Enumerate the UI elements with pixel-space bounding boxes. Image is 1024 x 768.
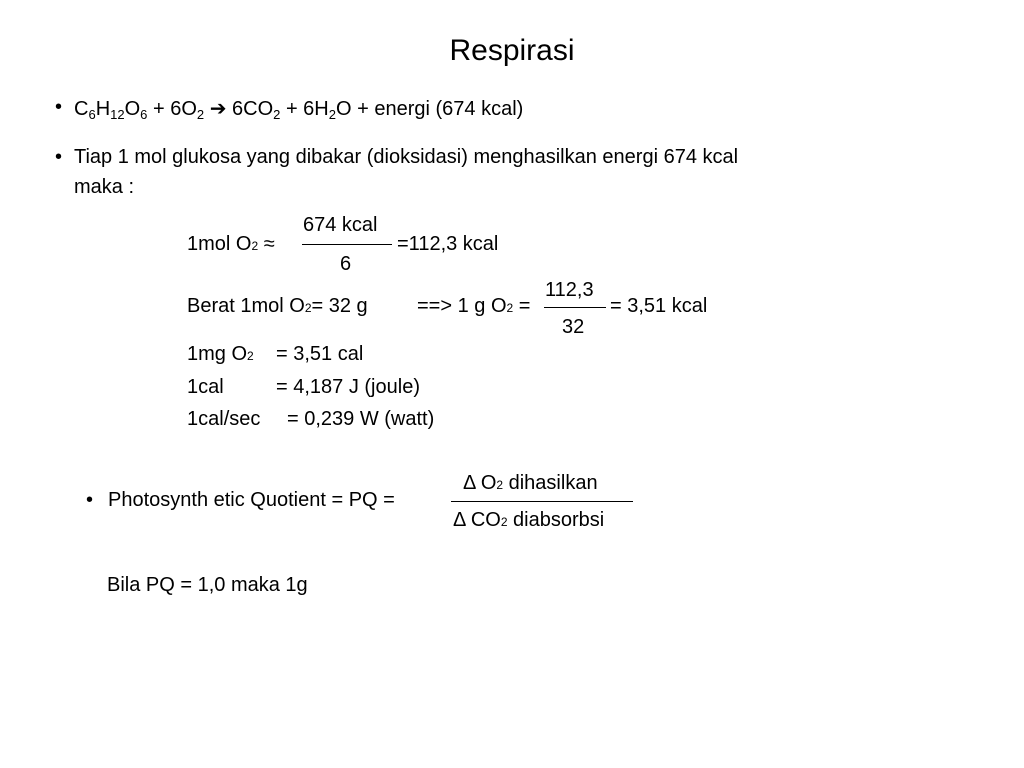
eq-co2-sub: 2 <box>273 107 281 122</box>
eq-co2: 6CO <box>232 98 274 120</box>
formula2-denominator: 32 <box>562 316 585 338</box>
pq-numer-delta: Δ O <box>463 472 497 494</box>
formula1-numerator: 674 kcal <box>303 214 378 236</box>
eq-plus-o2: + 6O <box>152 98 197 120</box>
formula2-fraction-bar <box>544 307 606 308</box>
formula1-denominator: 6 <box>340 253 352 275</box>
formula3-right: = 3,51 cal <box>276 343 364 365</box>
pq-denom-sub: 2 <box>500 515 508 529</box>
formula2-weight: Berat 1mol O <box>187 295 305 317</box>
formula3-mg: 1mg O <box>187 343 248 365</box>
eq-c: C <box>74 98 89 120</box>
formula1-mol: 1mol O <box>187 233 252 255</box>
eq-h2o-sub: 2 <box>328 107 336 122</box>
formula2-left <box>187 295 368 318</box>
pq-denom-tail: diabsorbsi <box>507 509 605 531</box>
formula2-result: = 3,51 kcal <box>610 295 708 317</box>
pq-fraction-bar <box>451 501 633 502</box>
formula3-sub: 2 <box>247 349 254 363</box>
bullet-text-line1: Tiap 1 mol glukosa yang dibakar (dioksidasi) menghasilkan energi 674 kcal <box>74 146 739 168</box>
formula3-left <box>187 343 254 366</box>
formula2-sub2: 2 <box>506 301 514 315</box>
eq-h: H <box>95 98 111 120</box>
formula2-numerator: 112,3 <box>545 279 594 301</box>
formula1-sub: 2 <box>251 239 259 253</box>
pq-numer-sub: 2 <box>496 478 504 492</box>
eq-plus-h2: + 6H <box>285 98 329 120</box>
pq-denominator <box>453 509 604 532</box>
formula4-right: = 4,187 J (joule) <box>276 376 420 398</box>
formula5-left: 1cal/sec <box>187 408 261 430</box>
eq-tail: O + energi (674 kcal) <box>335 98 524 120</box>
eq-o: O <box>124 98 141 120</box>
slide-title: Respirasi <box>449 34 575 67</box>
eq-h-sub: 12 <box>110 107 125 122</box>
pq-numerator <box>463 472 598 495</box>
formula2-implication <box>417 295 530 318</box>
formula5-right: = 0,239 W (watt) <box>287 408 435 430</box>
formula1-approx: ≈ <box>263 233 275 255</box>
bullet-marker: • <box>55 146 63 168</box>
arrow-icon: ➔ <box>209 98 227 120</box>
formula1-result: =112,3 kcal <box>397 233 499 255</box>
formula2-impl: ==> 1 g O <box>417 295 507 317</box>
pq-denom-delta: Δ CO <box>453 509 501 531</box>
eq-o2-sub: 2 <box>196 107 205 122</box>
formula2-sub: 2 <box>304 301 312 315</box>
respiration-equation <box>74 96 523 121</box>
formula2-eq: = <box>518 295 531 317</box>
formula4-left: 1cal <box>187 376 224 398</box>
eq-c-sub: 6 <box>88 107 96 122</box>
pq-bullet-marker: • <box>86 489 94 511</box>
formula1-left <box>187 233 275 256</box>
formula1-fraction-bar <box>302 244 392 245</box>
pq-label: Photosynth etic Quotient = PQ = <box>108 489 395 511</box>
pq-numer-tail: dihasilkan <box>503 472 598 494</box>
eq-o-sub: 6 <box>140 107 148 122</box>
bullet-marker: • <box>55 96 63 118</box>
bila-statement: Bila PQ = 1,0 maka 1g <box>107 574 308 596</box>
bullet-text-line2: maka : <box>74 176 135 198</box>
formula2-mid: = 32 g <box>311 295 368 317</box>
